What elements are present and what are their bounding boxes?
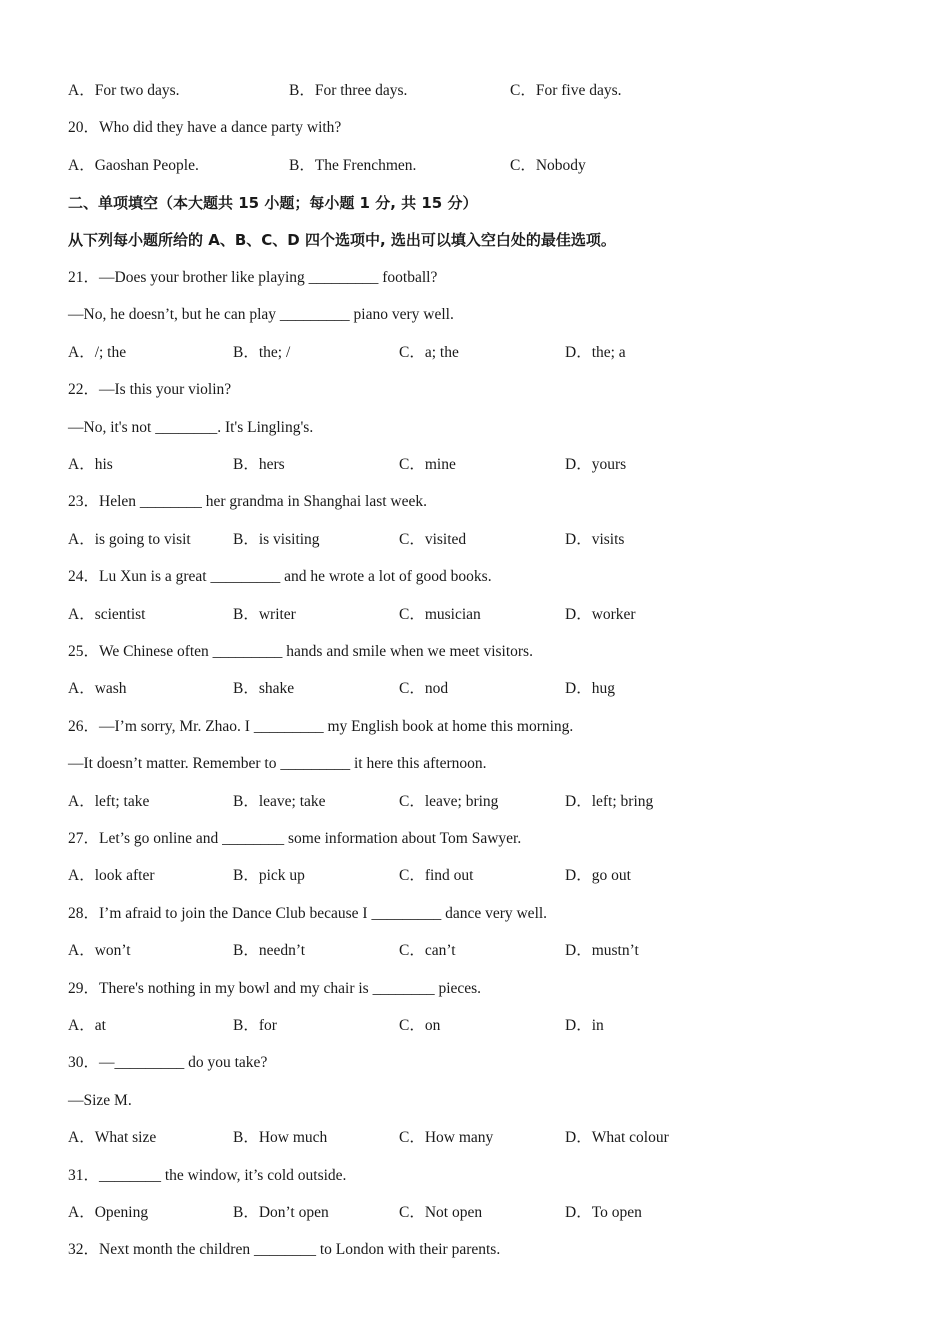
- q27-option-d: D．go out: [565, 867, 631, 884]
- q25-option-b: B．shake: [233, 680, 295, 697]
- q21-stem: 21．—Does your brother like playing _________ football?: [68, 269, 438, 286]
- q26-option-b: B．leave; take: [233, 793, 326, 810]
- q29-option-a: A．at: [68, 1017, 106, 1034]
- q22-stem: 22．—Is this your violin?: [68, 381, 232, 398]
- q23-option-a: A．is going to visit: [68, 531, 191, 548]
- q32-stem: 32．Next month the children ________ to London with their parents.: [68, 1241, 501, 1258]
- q26-option-a: A．left; take: [68, 793, 150, 810]
- q28-option-b: B．needn’t: [233, 942, 306, 959]
- q24-option-b: B．writer: [233, 606, 296, 623]
- q24-stem: 24．Lu Xun is a great _________ and he wrote a lot of good books.: [68, 568, 492, 585]
- q31-option-b: B．Don’t open: [233, 1204, 329, 1221]
- q24-option-a: A．scientist: [68, 606, 146, 623]
- q28-option-c: C．can’t: [399, 942, 456, 959]
- q22-option-c: C．mine: [399, 456, 456, 473]
- q27-stem: 27．Let’s go online and ________ some information about Tom Sawyer.: [68, 830, 522, 847]
- q26-option-d: D．left; bring: [565, 793, 654, 810]
- q22-option-b: B．hers: [233, 456, 285, 473]
- q28-option-a: A．won’t: [68, 942, 131, 959]
- q23-option-d: D．visits: [565, 531, 625, 548]
- q27-option-c: C．find out: [399, 867, 474, 884]
- q19-option-b: B．For three days.: [289, 82, 408, 99]
- q22-option-a: A．his: [68, 456, 113, 473]
- q29-option-d: D．in: [565, 1017, 604, 1034]
- q24-option-d: D．worker: [565, 606, 636, 623]
- section-instruction: 从下列每小题所给的 A、B、C、D 四个选项中, 选出可以填入空白处的最佳选项。: [68, 231, 616, 249]
- q31-stem: 31．________ the window, it’s cold outside.: [68, 1167, 347, 1184]
- q29-option-b: B．for: [233, 1017, 277, 1034]
- q25-option-c: C．nod: [399, 680, 449, 697]
- q31-option-a: A．Opening: [68, 1204, 149, 1221]
- q30-reply: —Size M.: [68, 1092, 132, 1109]
- q22-reply: —No, it's not ________. It's Lingling's.: [68, 419, 314, 436]
- q24-option-c: C．musician: [399, 606, 481, 623]
- q19-option-a: A．For two days.: [68, 82, 180, 99]
- q25-option-d: D．hug: [565, 680, 615, 697]
- q29-stem: 29．There's nothing in my bowl and my chair is ________ pieces.: [68, 980, 482, 997]
- q21-reply: —No, he doesn’t, but he can play _________ piano very well.: [68, 306, 454, 323]
- q26-stem: 26．—I’m sorry, Mr. Zhao. I _________ my English book at home this morning.: [68, 718, 574, 735]
- q26-reply: —It doesn’t matter. Remember to _________ it here this afternoon.: [68, 755, 487, 772]
- q21-option-b: B．the; /: [233, 344, 291, 361]
- q30-option-d: D．What colour: [565, 1129, 669, 1146]
- q21-option-c: C．a; the: [399, 344, 459, 361]
- q25-option-a: A．wash: [68, 680, 127, 697]
- q28-option-d: D．mustn’t: [565, 942, 639, 959]
- q30-stem: 30．—_________ do you take?: [68, 1054, 268, 1071]
- q29-option-c: C．on: [399, 1017, 441, 1034]
- q20-stem: 20．Who did they have a dance party with?: [68, 119, 342, 136]
- q20-option-b: B．The Frenchmen.: [289, 157, 417, 174]
- q30-option-a: A．What size: [68, 1129, 157, 1146]
- q31-option-d: D．To open: [565, 1204, 642, 1221]
- q21-option-a: A．/; the: [68, 344, 127, 361]
- q28-stem: 28．I’m afraid to join the Dance Club because I _________ dance very well.: [68, 905, 548, 922]
- q20-option-a: A．Gaoshan People.: [68, 157, 199, 174]
- q31-option-c: C．Not open: [399, 1204, 483, 1221]
- q27-option-a: A．look after: [68, 867, 155, 884]
- q21-option-d: D．the; a: [565, 344, 626, 361]
- q23-stem: 23．Helen ________ her grandma in Shanghai last week.: [68, 493, 427, 510]
- q30-option-b: B．How much: [233, 1129, 328, 1146]
- section-title: 二、单项填空（本大题共 15 小题；每小题 1 分, 共 15 分）: [68, 194, 478, 212]
- q20-option-c: C．Nobody: [510, 157, 586, 174]
- q30-option-c: C．How many: [399, 1129, 494, 1146]
- q22-option-d: D．yours: [565, 456, 627, 473]
- q27-option-b: B．pick up: [233, 867, 305, 884]
- q26-option-c: C．leave; bring: [399, 793, 499, 810]
- q25-stem: 25．We Chinese often _________ hands and smile when we meet visitors.: [68, 643, 533, 660]
- q19-option-c: C．For five days.: [510, 82, 622, 99]
- q23-option-b: B．is visiting: [233, 531, 320, 548]
- q23-option-c: C．visited: [399, 531, 467, 548]
